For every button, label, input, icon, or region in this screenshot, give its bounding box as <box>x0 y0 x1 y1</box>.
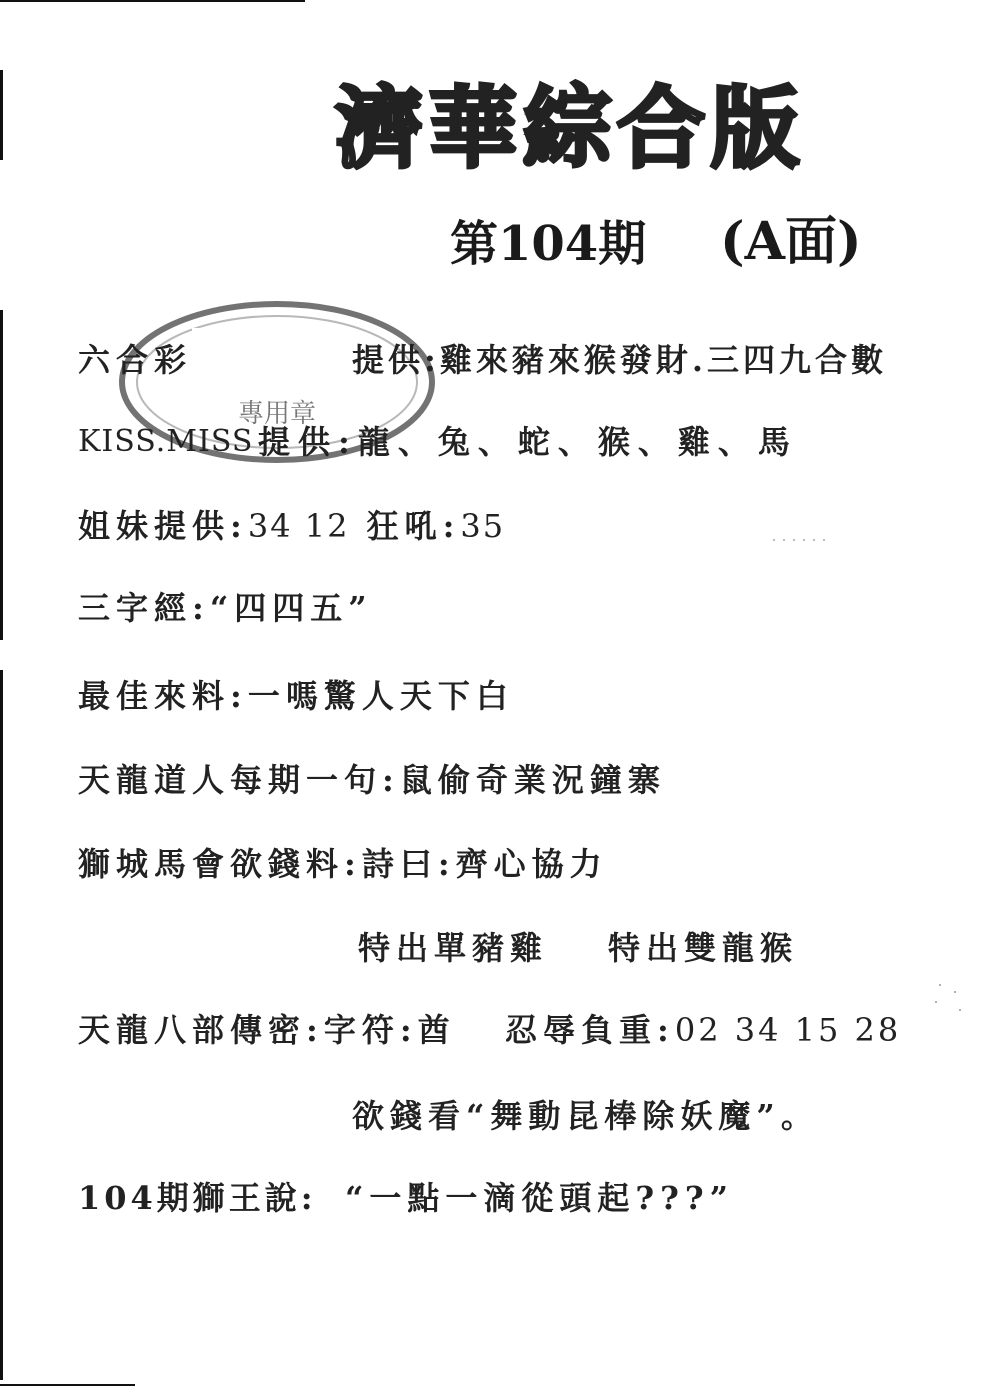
line-3-number-2: 35 <box>460 507 506 545</box>
line-2-label-text: KISS.MISS <box>78 424 254 459</box>
line-8b: 特出雙龍猴 <box>608 929 799 967</box>
line-10: 欲錢看“舞動昆棒除妖魔”。 <box>352 1097 819 1135</box>
line-4: 三字經:“四四五” <box>78 589 373 627</box>
line-8a: 特出單豬雞 <box>358 929 549 967</box>
line-9-mid: 忍辱負重: <box>505 1011 675 1049</box>
scan-edge-left-1 <box>0 70 3 160</box>
line-3-numbers: 34 12 <box>247 507 350 545</box>
line-9-label: 天龍八部傳密:字符:酋 <box>78 1011 456 1049</box>
line-5: 最佳來料:一嗎驚人天下白 <box>78 677 514 715</box>
scan-edge-left-2 <box>0 310 3 640</box>
scan-edge-bottom <box>0 1384 135 1386</box>
line-11-label: 104期獅王說: <box>78 1179 317 1217</box>
stamp-text: 專用章 <box>237 399 317 429</box>
line-1-text: 提供:雞來豬來猴發財.三四九合數 <box>352 341 887 379</box>
issue-number: 第104期 <box>450 216 647 272</box>
line-3 <box>78 504 505 548</box>
scan-edge-left-3 <box>0 670 3 1380</box>
line-3-mid: 狂吼: <box>349 507 461 545</box>
line-9-text <box>505 1008 901 1052</box>
line-9-numbers: 02 34 15 28 <box>674 1011 902 1049</box>
line-6: 天龍道人每期一句:鼠偷奇業況鐘寨 <box>78 761 666 799</box>
line-2-label <box>78 420 253 464</box>
page-title: 濟華綜合版 <box>335 76 806 180</box>
scan-noise-right <box>930 980 970 1020</box>
line-3-label: 姐妹提供: <box>78 507 248 545</box>
redaction-box <box>192 328 352 392</box>
scan-edge-top <box>0 0 305 2</box>
scan-noise <box>770 530 830 550</box>
line-7: 獅城馬會欲錢料:詩曰:齊心協力 <box>78 845 608 883</box>
line-2-text: 提供:龍、兔、蛇、猴、雞、馬 <box>258 423 798 461</box>
line-11-text: “一點一滴從頭起???” <box>345 1179 735 1217</box>
line-1-label: 六合彩 <box>78 341 193 379</box>
page-side-label: (A面) <box>720 211 862 272</box>
